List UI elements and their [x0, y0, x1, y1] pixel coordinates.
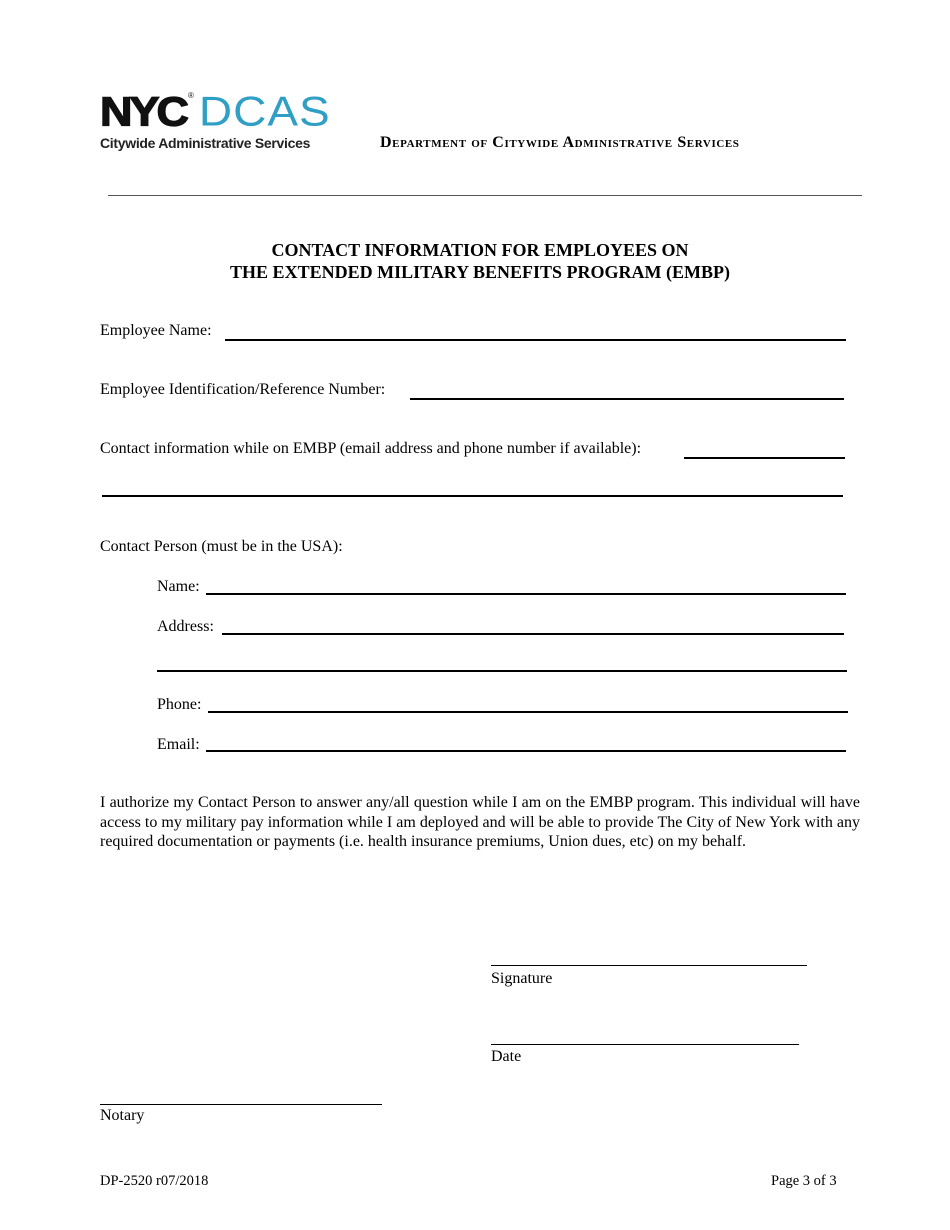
contact-person-email-field[interactable]: [206, 750, 846, 752]
signature-label: Signature: [491, 970, 553, 987]
contact-info-field[interactable]: [684, 457, 845, 459]
form-title-line-1: CONTACT INFORMATION FOR EMPLOYEES ON: [271, 240, 689, 260]
logo-mark: [100, 86, 331, 135]
contact-info-field-continued[interactable]: [102, 495, 843, 497]
contact-person-address-field[interactable]: [222, 633, 844, 635]
date-field[interactable]: [491, 1044, 799, 1045]
employee-id-label: Employee Identification/Reference Number:: [100, 381, 386, 398]
contact-person-phone-label: Phone:: [157, 696, 202, 713]
authorization-statement: I authorize my Contact Person to answer any/all question while I am on the EMBP program. This individual will have access to my military pay information while I am deployed and will be able to provide The City of New York with any required documentation or payments (i.e. health insurance premiums, Union dues, etc) on my behalf.: [100, 794, 860, 850]
form-code: DP-2520 r07/2018: [100, 1173, 209, 1189]
contact-person-phone-field[interactable]: [208, 711, 848, 713]
dcas-logo: [100, 86, 331, 151]
notary-field[interactable]: [100, 1104, 382, 1105]
page-number: Page 3 of 3: [771, 1173, 837, 1189]
contact-person-email-label: Email:: [157, 736, 200, 753]
contact-person-address-label: Address:: [157, 618, 214, 635]
contact-person-address-field-continued[interactable]: [157, 670, 847, 672]
logo-nyc: NYC: [100, 88, 187, 135]
employee-name-label: Employee Name:: [100, 322, 212, 339]
logo-registered-mark: ®: [188, 91, 194, 100]
notary-label: Notary: [100, 1107, 145, 1124]
logo-subtitle: Citywide Administrative Services: [100, 135, 311, 151]
department-name: Department of Citywide Administrative Services: [380, 134, 740, 151]
form-title-line-2: THE EXTENDED MILITARY BENEFITS PROGRAM (EMBP): [230, 262, 730, 282]
employee-name-field[interactable]: [225, 339, 846, 341]
contact-person-heading: Contact Person (must be in the USA):: [100, 538, 343, 555]
date-label: Date: [491, 1048, 522, 1065]
contact-person-name-field[interactable]: [206, 593, 846, 595]
contact-person-name-label: Name:: [157, 578, 200, 595]
logo-dcas: DCAS: [198, 87, 331, 135]
contact-info-label: Contact information while on EMBP (email address and phone number if available):: [100, 440, 642, 457]
employee-id-field[interactable]: [410, 398, 844, 400]
header-divider: [108, 195, 862, 196]
signature-field[interactable]: [491, 965, 807, 966]
